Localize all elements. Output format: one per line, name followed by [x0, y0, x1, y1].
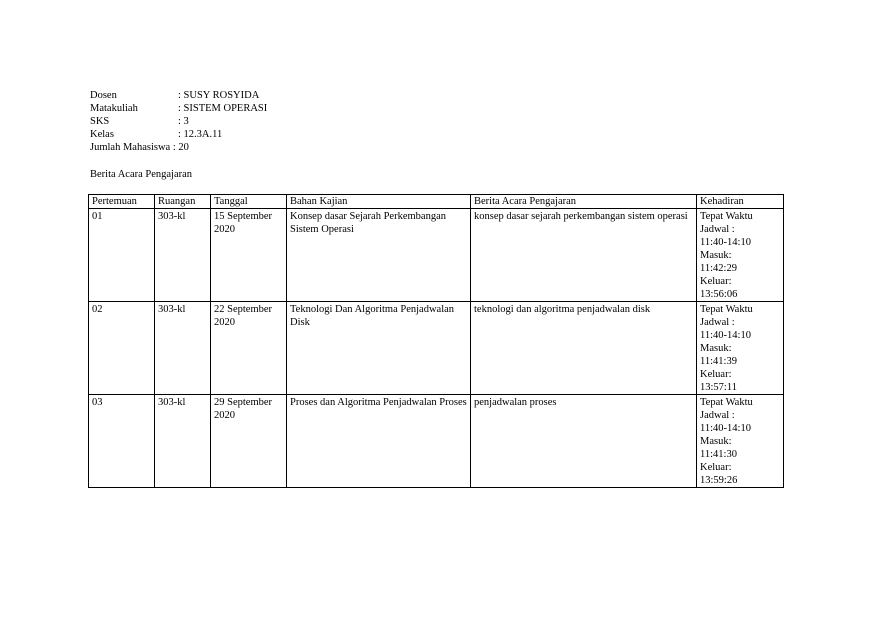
- kehadiran-keluar-label: Keluar:: [700, 276, 732, 287]
- kehadiran-keluar: 13:57:11: [700, 382, 737, 393]
- cell-ruangan: 303-kl: [155, 395, 211, 488]
- column-header-tanggal: Tanggal: [211, 195, 287, 209]
- kehadiran-keluar: 13:59:26: [700, 475, 738, 486]
- table-row: [89, 209, 784, 302]
- cell-ruangan: 303-kl: [155, 209, 211, 302]
- cell-kehadiran: [697, 302, 784, 395]
- matakuliah-value: : SISTEM OPERASI: [178, 103, 268, 114]
- kehadiran-masuk-label: Masuk:: [700, 436, 732, 447]
- kehadiran-jadwal-label: Jadwal :: [700, 317, 735, 328]
- column-header-kehadiran: Kehadiran: [697, 195, 784, 209]
- column-header-ruangan: Ruangan: [155, 195, 211, 209]
- kehadiran-masuk: 11:42:29: [700, 263, 737, 274]
- info-row-dosen: [90, 89, 267, 102]
- cell-pertemuan: 03: [89, 395, 155, 488]
- table-row: [89, 395, 784, 488]
- dosen-value: : SUSY ROSYIDA: [178, 90, 260, 101]
- kehadiran-masuk-label: Masuk:: [700, 250, 732, 261]
- cell-bahan-kajian: Teknologi Dan Algoritma Penjadwalan Disk: [287, 302, 471, 395]
- cell-berita-acara: penjadwalan proses: [471, 395, 697, 488]
- cell-kehadiran: [697, 209, 784, 302]
- kehadiran-status: Tepat Waktu: [700, 397, 753, 408]
- matakuliah-label: Matakuliah: [90, 103, 138, 114]
- section-title: Berita Acara Pengajaran: [90, 169, 193, 180]
- kehadiran-keluar-label: Keluar:: [700, 462, 732, 473]
- kehadiran-jadwal-label: Jadwal :: [700, 410, 735, 421]
- kelas-value: : 12.3A.11: [178, 129, 223, 140]
- cell-tanggal: 15 September 2020: [211, 209, 287, 302]
- cell-pertemuan: 02: [89, 302, 155, 395]
- kehadiran-jadwal: 11:40-14:10: [700, 330, 751, 341]
- column-header-berita-acara: Berita Acara Pengajaran: [471, 195, 697, 209]
- jumlah-value: : 20: [172, 142, 189, 153]
- jumlah-label: Jumlah Mahasiswa: [90, 142, 171, 153]
- info-row-sks: [90, 115, 267, 128]
- table-row: [89, 302, 784, 395]
- sks-value: : 3: [178, 116, 189, 127]
- info-row-matakuliah: [90, 102, 267, 115]
- kehadiran-jadwal-label: Jadwal :: [700, 224, 735, 235]
- kehadiran-masuk: 11:41:30: [700, 449, 737, 460]
- cell-tanggal: 29 September 2020: [211, 395, 287, 488]
- kelas-label: Kelas: [90, 129, 114, 140]
- cell-bahan-kajian: Konsep dasar Sejarah Perkembangan Sistem Operasi: [287, 209, 471, 302]
- kehadiran-masuk: 11:41:39: [700, 356, 737, 367]
- column-header-bahan-kajian: Bahan Kajian: [287, 195, 471, 209]
- cell-pertemuan: 01: [89, 209, 155, 302]
- info-row-jumlah: [90, 141, 267, 154]
- lecturer-info: [90, 89, 267, 154]
- cell-berita-acara: konsep dasar sejarah perkembangan sistem operasi: [471, 209, 697, 302]
- cell-tanggal: 22 September 2020: [211, 302, 287, 395]
- dosen-label: Dosen: [90, 90, 117, 101]
- kehadiran-keluar-label: Keluar:: [700, 369, 732, 380]
- table-header-row: [89, 195, 784, 209]
- report-table: [88, 194, 784, 488]
- cell-kehadiran: [697, 395, 784, 488]
- kehadiran-status: Tepat Waktu: [700, 304, 753, 315]
- kehadiran-masuk-label: Masuk:: [700, 343, 732, 354]
- sks-label: SKS: [90, 116, 110, 127]
- kehadiran-status: Tepat Waktu: [700, 211, 753, 222]
- kehadiran-keluar: 13:56:06: [700, 289, 738, 300]
- column-header-pertemuan: Pertemuan: [89, 195, 155, 209]
- cell-bahan-kajian: Proses dan Algoritma Penjadwalan Proses: [287, 395, 471, 488]
- info-row-kelas: [90, 128, 267, 141]
- cell-ruangan: 303-kl: [155, 302, 211, 395]
- kehadiran-jadwal: 11:40-14:10: [700, 423, 751, 434]
- kehadiran-jadwal: 11:40-14:10: [700, 237, 751, 248]
- cell-berita-acara: teknologi dan algoritma penjadwalan disk: [471, 302, 697, 395]
